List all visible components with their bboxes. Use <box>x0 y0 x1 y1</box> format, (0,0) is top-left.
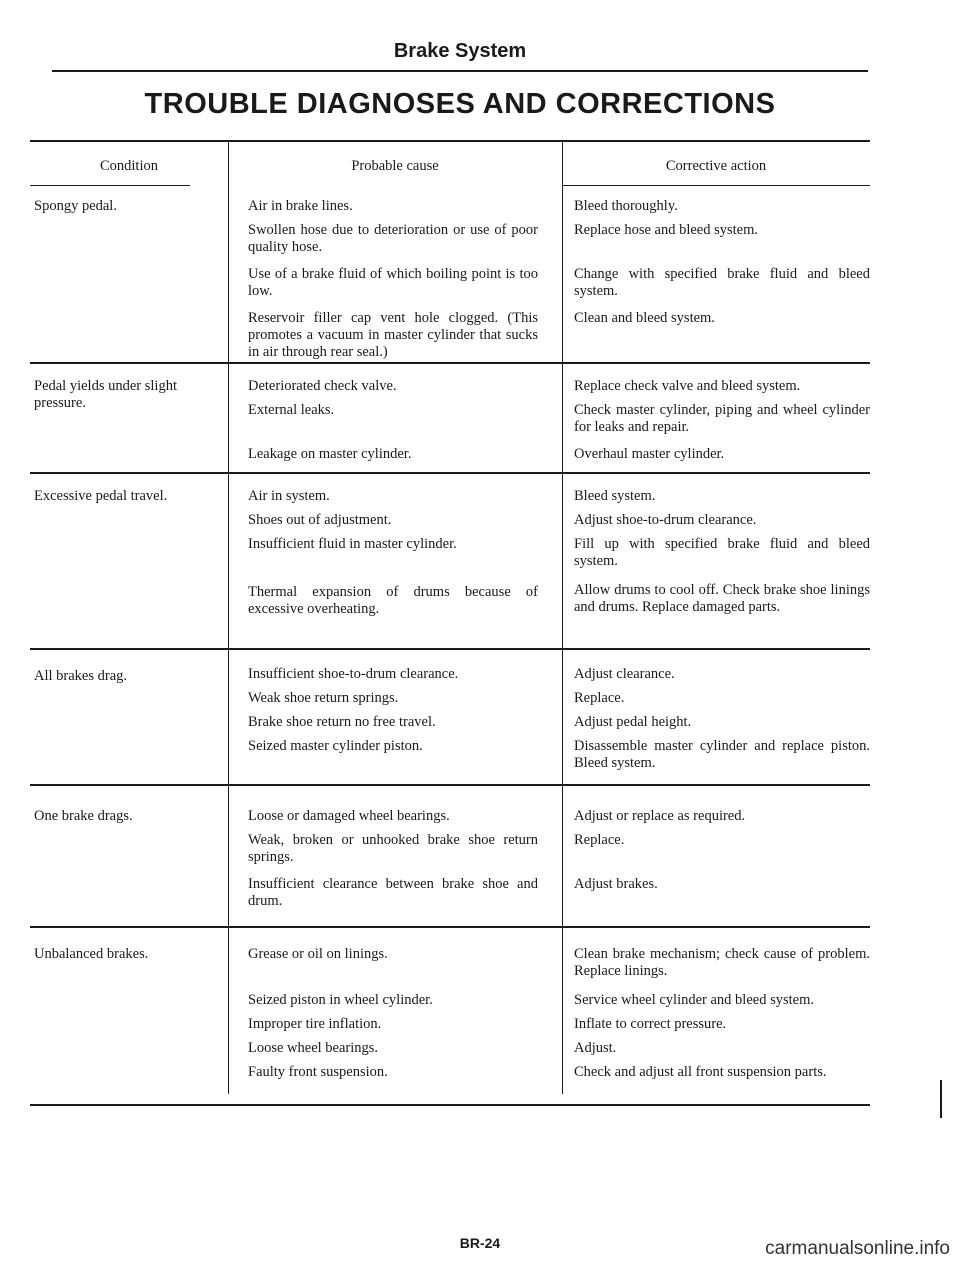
table-header-row <box>30 140 870 186</box>
action-item: Replace. <box>574 690 625 706</box>
cause-item: Improper tire inflation. <box>248 1016 382 1032</box>
action-item: Adjust clearance. <box>574 666 675 682</box>
cause-item: Reservoir filler cap vent hole clogged. (This promotes a vacuum in master cylinder that sucks in air through rear seal.) <box>248 310 538 360</box>
action-item: Adjust shoe-to-drum clearance. <box>574 512 757 528</box>
column-header-cause: Probable cause <box>351 158 439 174</box>
cause-item: Insufficient shoe-to-drum clearance. <box>248 666 459 682</box>
condition-cell: One brake drags. <box>34 808 133 824</box>
cause-item: Thermal expansion of drums because of excessive overheating. <box>248 584 538 617</box>
cause-item: Faulty front suspension. <box>248 1064 388 1080</box>
action-item: Change with specified brake fluid and bleed system. <box>574 266 870 299</box>
table-row <box>30 186 870 364</box>
cause-item: Use of a brake fluid of which boiling point is too low. <box>248 266 538 299</box>
condition-cell: Excessive pedal travel. <box>34 488 168 504</box>
cause-item: Loose or damaged wheel bearings. <box>248 808 450 824</box>
table-row <box>30 786 870 928</box>
action-item: Adjust. <box>574 1040 617 1056</box>
cause-item: Air in system. <box>248 488 330 504</box>
margin-mark <box>940 1080 942 1118</box>
action-item: Check master cylinder, piping and wheel cylinder for leaks and repair. <box>574 402 870 435</box>
page-title: TROUBLE DIAGNOSES AND CORRECTIONS <box>144 88 776 120</box>
action-item: Replace. <box>574 832 625 848</box>
cause-item: Grease or oil on linings. <box>248 946 388 962</box>
action-item: Inflate to correct pressure. <box>574 1016 727 1032</box>
condition-cell: Pedal yields under slight pressure. <box>34 378 177 411</box>
action-item: Replace hose and bleed system. <box>574 222 759 238</box>
cause-item: External leaks. <box>248 402 335 418</box>
action-item: Check and adjust all front suspension parts. <box>574 1064 827 1080</box>
column-divider <box>562 140 563 1094</box>
action-item: Bleed system. <box>574 488 656 504</box>
cause-item: Swollen hose due to deterioration or use of poor quality hose. <box>248 222 538 255</box>
table-row <box>30 928 870 1106</box>
action-item: Clean brake mechanism; check cause of problem. Replace linings. <box>574 946 870 979</box>
cause-item: Seized master cylinder piston. <box>248 738 423 754</box>
condition-cell: Spongy pedal. <box>34 198 117 214</box>
action-item: Adjust pedal height. <box>574 714 692 730</box>
cause-item: Air in brake lines. <box>248 198 353 214</box>
cause-item: Seized piston in wheel cylinder. <box>248 992 433 1008</box>
column-header-condition: Condition <box>99 158 158 174</box>
cause-item: Weak shoe return springs. <box>248 690 399 706</box>
section-header: Brake System <box>393 40 527 62</box>
action-item: Disassemble master cylinder and replace piston. Bleed system. <box>574 738 870 771</box>
page-number: BR-24 <box>459 1235 501 1251</box>
cause-item: Loose wheel bearings. <box>248 1040 379 1056</box>
watermark: carmanualsonline.info <box>765 1238 950 1259</box>
diagnosis-table <box>30 140 870 1106</box>
cause-item: Deteriorated check valve. <box>248 378 397 394</box>
condition-cell: Unbalanced brakes. <box>34 946 149 962</box>
action-item: Adjust or replace as required. <box>574 808 746 824</box>
action-item: Clean and bleed system. <box>574 310 715 326</box>
cause-item: Insufficient clearance between brake shoe and drum. <box>248 876 538 909</box>
cause-item: Weak, broken or unhooked brake shoe return springs. <box>248 832 538 865</box>
action-item: Bleed thoroughly. <box>574 198 678 214</box>
action-item: Service wheel cylinder and bleed system. <box>574 992 814 1008</box>
table-row <box>30 364 870 474</box>
table-row <box>30 650 870 786</box>
action-item: Overhaul master cylinder. <box>574 446 725 462</box>
cause-item: Shoes out of adjustment. <box>248 512 392 528</box>
cause-item: Leakage on master cylinder. <box>248 446 412 462</box>
action-item: Fill up with specified brake fluid and bleed system. <box>574 536 870 569</box>
cause-item: Insufficient fluid in master cylinder. <box>248 536 457 552</box>
table-row <box>30 474 870 650</box>
action-item: Replace check valve and bleed system. <box>574 378 801 394</box>
action-item: Adjust brakes. <box>574 876 658 892</box>
header-rule <box>52 70 868 72</box>
column-divider <box>228 140 229 1094</box>
cause-item: Brake shoe return no free travel. <box>248 714 436 730</box>
condition-cell: All brakes drag. <box>34 668 128 684</box>
action-item: Allow drums to cool off. Check brake shoe linings and drums. Replace damaged parts. <box>574 582 870 615</box>
column-header-action: Corrective action <box>665 158 767 174</box>
